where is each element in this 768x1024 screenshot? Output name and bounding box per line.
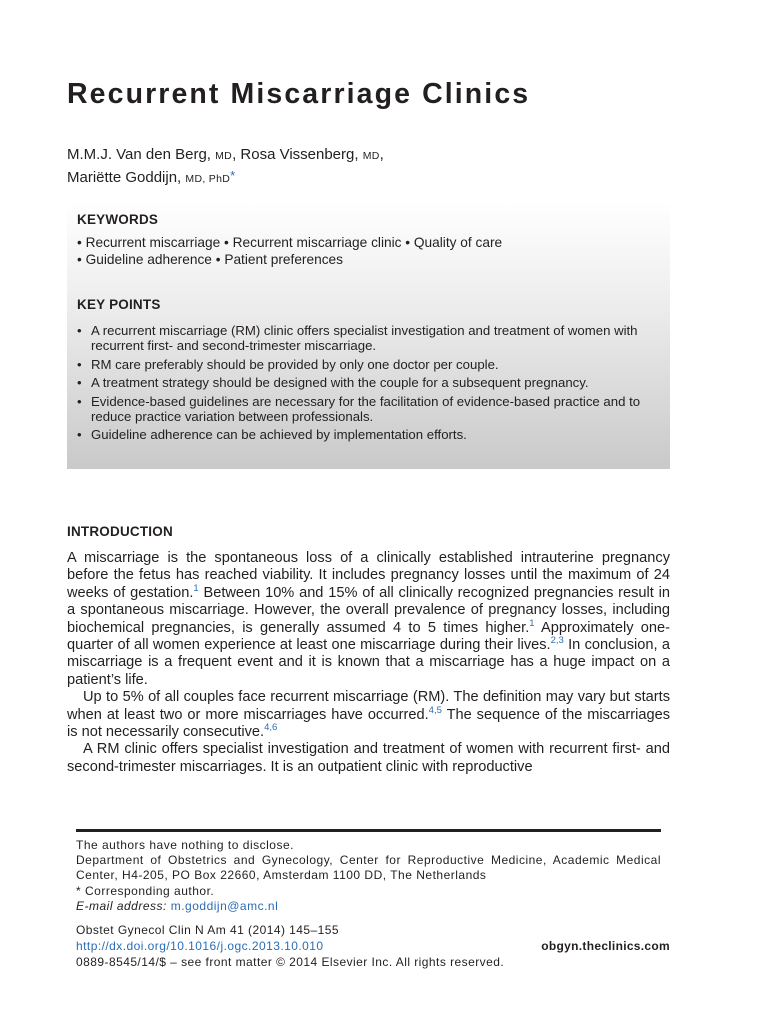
paragraph: [67, 689, 670, 741]
key-point-item: [77, 394, 667, 424]
paragraph: [67, 550, 670, 689]
corresponding-note: * Corresponding author.: [76, 883, 215, 898]
corresponding-author-link[interactable]: *: [230, 168, 236, 183]
email-label: E-mail address:: [76, 898, 167, 913]
key-point-text: A treatment strategy should be designed with the couple for a subsequent pregnancy.: [91, 375, 589, 390]
publication-info: [76, 923, 670, 970]
paragraph: [67, 741, 670, 776]
reference-link[interactable]: 1: [529, 617, 535, 629]
bullet-icon: •: [77, 393, 82, 409]
author-list: [67, 145, 384, 189]
key-point-item: [77, 323, 667, 353]
keywords-line: • Guideline adherence • Patient preferences: [77, 252, 344, 267]
key-points-list: [77, 323, 667, 446]
key-points-heading: KEY POINTS: [77, 297, 161, 312]
sentence: In conclusion, a miscarriage is a frequent event and it is known that a miscarriage has a huge impact on a patient’s life.: [67, 637, 670, 688]
keywords-line: • Recurrent miscarriage • Recurrent miscarriage clinic • Quality of care: [77, 235, 503, 250]
author-line-2: [67, 166, 384, 189]
key-point-text: RM care preferably should be provided by only one doctor per couple.: [91, 356, 499, 372]
footnotes: [76, 838, 661, 914]
key-point-item: [77, 427, 667, 442]
author-line-1: M.M.J. Van den Berg, MD, Rosa Vissenberg, MD,: [67, 146, 384, 163]
key-point-item: [77, 375, 667, 390]
reference-link[interactable]: 4,6: [264, 722, 278, 734]
bullet-icon: •: [77, 356, 82, 372]
affiliation-note: Department of Obstetrics and Gynecology, Center for Reproductive Medicine, Academic Medical Center, H4-205, PO Box 22660, Amsterdam 1100 DD, The Netherlands: [76, 853, 661, 883]
author-name: Rosa Vissenberg,: [240, 146, 359, 163]
key-point-item: [77, 357, 667, 372]
doi-link[interactable]: http://dx.doi.org/10.1016/j.ogc.2013.10.010: [76, 938, 324, 953]
author-degree: MD, PhD: [185, 173, 231, 185]
email-link[interactable]: m.goddijn@amc.nl: [170, 898, 279, 913]
sentence: Up to 5% of all couples face recurrent miscarriage (RM). The definition may vary but starts when at least two or more miscarriages have occurred.: [67, 689, 670, 723]
bullet-icon: •: [77, 375, 82, 390]
copyright-line: 0889-8545/14/$ – see front matter © 2014 Elsevier Inc. All rights reserved.: [76, 954, 505, 969]
article-title: Recurrent Miscarriage Clinics: [67, 78, 531, 110]
author-degree: MD: [215, 150, 233, 162]
footnote-divider: [76, 829, 661, 832]
journal-website[interactable]: obgyn.theclinics.com: [541, 938, 670, 953]
key-point-text: Evidence-based guidelines are necessary for the facilitation of evidence-based practice and to reduce practice variation between professionals.: [91, 393, 641, 424]
author-degree: MD: [362, 150, 380, 162]
author-name: M.M.J. Van den Berg,: [67, 146, 211, 163]
reference-link[interactable]: 2,3: [550, 635, 564, 647]
introduction-heading: INTRODUCTION: [67, 524, 173, 539]
keywords-keypoints-box: [67, 202, 670, 469]
sentence: Approximately one-quarter of all women experience at least one miscarriage during their lives.: [67, 619, 671, 654]
bullet-icon: •: [77, 323, 82, 338]
key-point-text: Guideline adherence can be achieved by implementation efforts.: [91, 427, 467, 442]
sentence: The sequence of the miscarriages is not necessarily consecutive.: [67, 706, 670, 741]
reference-link[interactable]: 4,5: [428, 704, 442, 716]
keywords-heading: KEYWORDS: [77, 212, 159, 227]
disclosure-note: The authors have nothing to disclose.: [76, 838, 294, 852]
sentence: Between 10% and 15% of all clinically recognized pregnancies result in a spontaneous miscarriage. However, the overall prevalence of pregnancy losses, including biochemical pregnancies, is generally assumed 4 to 5 times higher.: [67, 584, 670, 636]
sentence: A miscarriage is the spontaneous loss of a clinically established intrauterine pregnancy before the fetus has reached viability. It includes pregnancy losses until the maximum of 24 weeks of gestation.: [67, 550, 670, 601]
reference-link[interactable]: 1: [193, 582, 199, 594]
introduction-body: [67, 550, 670, 776]
email-note: [76, 899, 661, 914]
bullet-icon: •: [77, 427, 82, 442]
key-point-text: A recurrent miscarriage (RM) clinic offers specialist investigation and treatment of women with recurrent first- and second-trimester miscarriage.: [91, 323, 638, 353]
doi-row: [76, 939, 670, 955]
sentence: A RM clinic offers specialist investigation and treatment of women with recurrent first- and second-trimester miscarriages. It is an outpatient clinic with reproductive: [67, 741, 670, 775]
citation-line: Obstet Gynecol Clin N Am 41 (2014) 145–155: [76, 923, 340, 937]
author-name: Mariëtte Goddijn,: [67, 169, 182, 186]
